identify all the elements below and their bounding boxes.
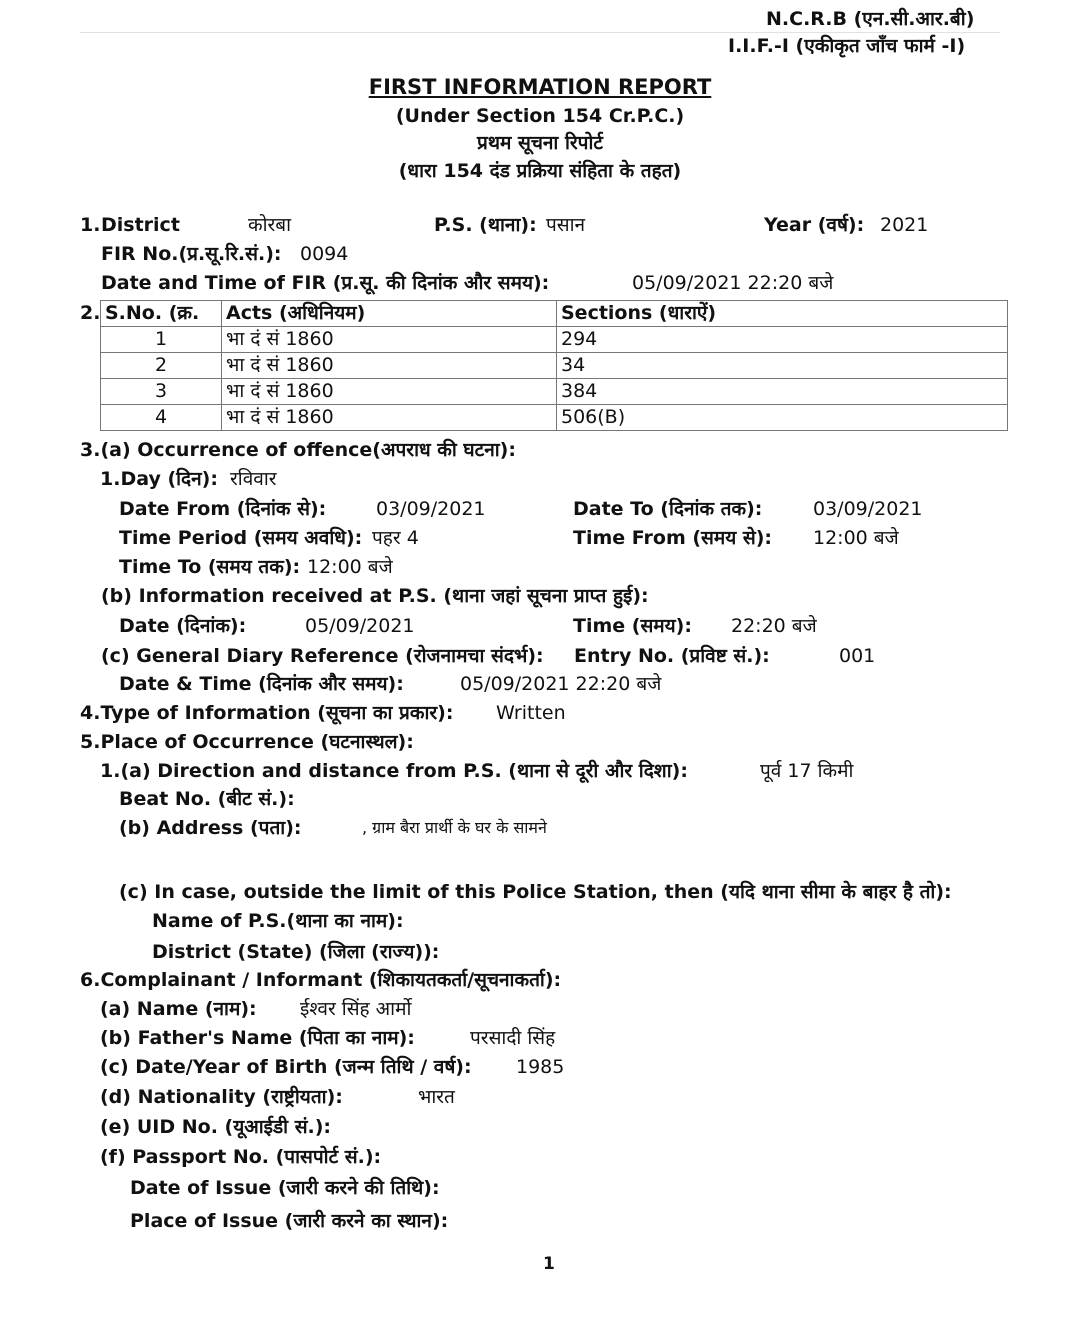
- time-to-label: Time To (समय तक):: [119, 556, 301, 578]
- dob-value: 1985: [516, 1056, 565, 1078]
- name-value: ईश्वर सिंह आर्मो: [300, 998, 412, 1020]
- row-section: 384: [557, 379, 1008, 405]
- father-name-value: परसादी सिंह: [470, 1027, 556, 1049]
- issue-date-label: Date of Issue (जारी करने की तिथि):: [130, 1177, 440, 1199]
- row-act: भा दं सं 1860: [222, 405, 557, 431]
- day-value: रविवार: [230, 468, 277, 490]
- direction-value: पूर्व 17 किमी: [760, 760, 854, 782]
- date-from-label: Date From (दिनांक से):: [119, 498, 327, 520]
- row-sno: 4: [101, 405, 222, 431]
- direction-label: 1.(a) Direction and distance from P.S. (थाना से दूरी और दिशा):: [100, 760, 688, 782]
- acts-table: [100, 300, 1008, 431]
- iif-label: I.I.F.-I (एकीकृत जाँच फार्म -I): [728, 35, 966, 57]
- row-sno: 1: [101, 327, 222, 353]
- page-number: 1: [543, 1254, 555, 1274]
- nationality-value: भारत: [418, 1086, 455, 1108]
- date-to-value: 03/09/2021: [813, 498, 923, 520]
- table-row: [101, 379, 1008, 405]
- received-time-label: Time (समय):: [573, 615, 692, 637]
- header-sno: S.No. (क्र.: [101, 301, 222, 327]
- report-title-hindi: प्रथम सूचना रिपोर्ट: [477, 132, 603, 154]
- passport-label: (f) Passport No. (पासपोर्ट सं.):: [100, 1146, 382, 1168]
- nationality-label: (d) Nationality (राष्ट्रीयता):: [100, 1086, 343, 1108]
- diary-reference-label: (c) General Diary Reference (रोजनामचा संदर्भ):: [101, 645, 544, 667]
- info-received-heading: (b) Information received at P.S. (थाना जहां सूचना प्राप्त हुई):: [101, 585, 649, 607]
- address-value: , ग्राम बैरा प्रार्थी के घर के सामने: [362, 818, 547, 837]
- ncrb-label: N.C.R.B (एन.सी.आर.बी): [766, 8, 975, 30]
- beat-no-label: Beat No. (बीट सं.):: [119, 788, 295, 810]
- fir-no-value: 0094: [300, 243, 349, 265]
- complainant-heading: 6.Complainant / Informant (शिकायतकर्ता/सूचनाकर्ता):: [80, 969, 562, 991]
- other-district-label: District (State) (जिला (राज्य)):: [152, 941, 440, 963]
- district-value: कोरबा: [248, 214, 292, 236]
- fir-no-label: FIR No.(प्र.सू.रि.सं.):: [101, 243, 282, 265]
- father-name-label: (b) Father's Name (पिता का नाम):: [100, 1027, 415, 1049]
- row-section: 34: [557, 353, 1008, 379]
- fir-datetime-label: Date and Time of FIR (प्र.सू. की दिनांक और समय):: [101, 272, 550, 294]
- row-act: भा दं सं 1860: [222, 379, 557, 405]
- acts-table-header: [101, 301, 1008, 327]
- top-rule: [80, 32, 1000, 33]
- report-subtitle: (Under Section 154 Cr.P.C.): [395, 105, 685, 127]
- ps-value: पसान: [546, 214, 586, 236]
- year-label: Year (वर्ष):: [764, 214, 865, 236]
- date-to-label: Date To (दिनांक तक):: [573, 498, 763, 520]
- report-subtitle-hindi: (धारा 154 दंड प्रक्रिया संहिता के तहत): [398, 160, 682, 182]
- day-label: 1.Day (दिन):: [100, 468, 218, 490]
- entry-no-label: Entry No. (प्रविष्ट सं.):: [574, 645, 770, 667]
- date-from-value: 03/09/2021: [376, 498, 486, 520]
- name-label: (a) Name (नाम):: [100, 998, 257, 1020]
- report-title: FIRST INFORMATION REPORT: [368, 75, 712, 99]
- time-period-label: Time Period (समय अवधि):: [119, 527, 363, 549]
- address-label: (b) Address (पता):: [119, 817, 302, 839]
- info-type-label: 4.Type of Information (सूचना का प्रकार):: [80, 702, 454, 724]
- uid-label: (e) UID No. (यूआईडी सं.):: [100, 1116, 332, 1138]
- time-from-label: Time From (समय से):: [573, 527, 773, 549]
- district-label: District: [101, 214, 180, 236]
- row-act: भा दं सं 1860: [222, 353, 557, 379]
- info-type-value: Written: [496, 702, 566, 724]
- dob-label: (c) Date/Year of Birth (जन्म तिथि / वर्ष):: [100, 1056, 472, 1078]
- place-heading: 5.Place of Occurrence (घटनास्थल):: [80, 731, 414, 753]
- diary-datetime-value: 05/09/2021 22:20 बजे: [460, 673, 662, 695]
- time-to-value: 12:00 बजे: [307, 556, 393, 578]
- table-row: [101, 405, 1008, 431]
- section-1-number: 1.: [80, 214, 101, 236]
- received-time-value: 22:20 बजे: [731, 615, 817, 637]
- header-sections: Sections (धाराऐं): [557, 301, 1008, 327]
- outside-limit-label: (c) In case, outside the limit of this Police Station, then (यदि थाना सीमा के बाहर है तो):: [119, 881, 952, 903]
- row-section: 506(B): [557, 405, 1008, 431]
- occurrence-heading: 3.(a) Occurrence of offence(अपराध की घटना):: [80, 439, 516, 461]
- table-row: [101, 327, 1008, 353]
- header-acts: Acts (अधिनियम): [222, 301, 557, 327]
- received-date-value: 05/09/2021: [305, 615, 415, 637]
- received-date-label: Date (दिनांक):: [119, 615, 247, 637]
- time-period-value: पहर 4: [372, 527, 419, 549]
- row-sno: 2: [101, 353, 222, 379]
- row-sno: 3: [101, 379, 222, 405]
- section-2-number: 2.: [80, 302, 101, 324]
- row-section: 294: [557, 327, 1008, 353]
- table-row: [101, 353, 1008, 379]
- time-from-value: 12:00 बजे: [813, 527, 899, 549]
- entry-no-value: 001: [839, 645, 876, 667]
- other-ps-name-label: Name of P.S.(थाना का नाम):: [152, 910, 404, 932]
- issue-place-label: Place of Issue (जारी करने का स्थान):: [130, 1210, 449, 1232]
- year-value: 2021: [880, 214, 929, 236]
- diary-datetime-label: Date & Time (दिनांक और समय):: [119, 673, 404, 695]
- row-act: भा दं सं 1860: [222, 327, 557, 353]
- fir-datetime-value: 05/09/2021 22:20 बजे: [632, 272, 834, 294]
- ps-label: P.S. (थाना):: [434, 214, 537, 236]
